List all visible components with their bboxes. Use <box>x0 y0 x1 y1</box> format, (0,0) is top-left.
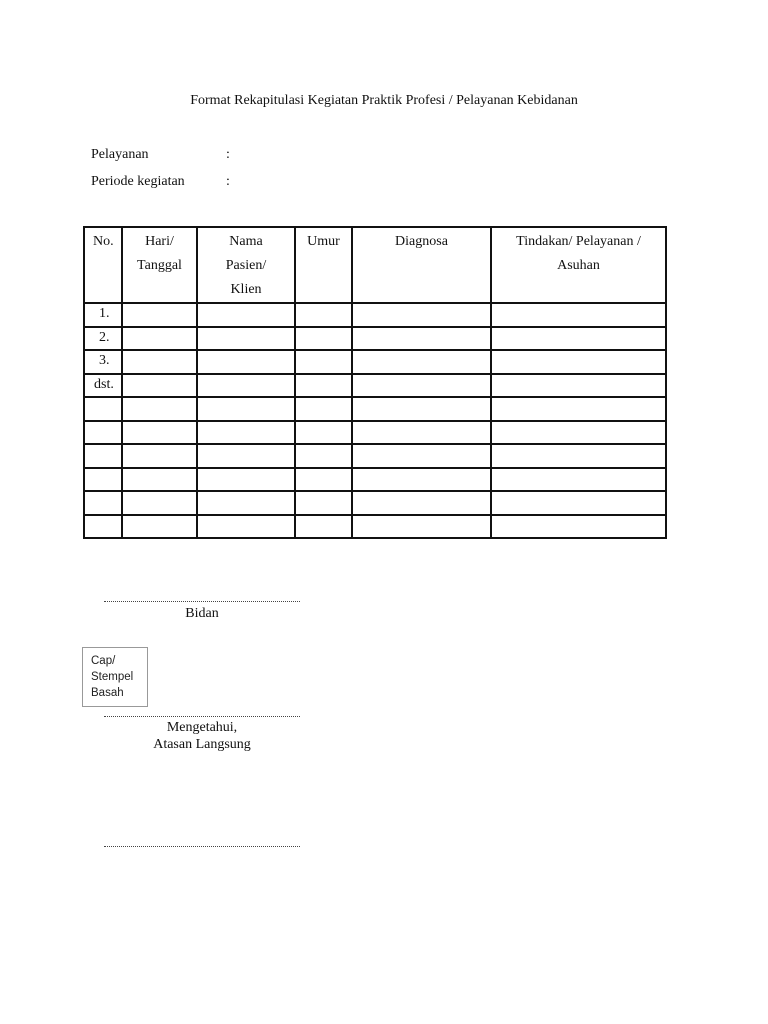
row-number-cell <box>84 397 122 421</box>
table-cell <box>352 468 491 492</box>
header-nama-line1: Nama <box>229 234 263 249</box>
table-cell <box>197 444 295 468</box>
mengetahui-label: Mengetahui, <box>166 720 238 735</box>
table-cell <box>491 421 666 445</box>
table-row <box>84 468 666 492</box>
table-cell <box>122 350 197 374</box>
table-cell <box>197 350 295 374</box>
row-number-cell <box>84 515 122 539</box>
field-label-pelayanan: Pelayanan <box>91 147 149 162</box>
table-cell <box>197 397 295 421</box>
table-cell <box>197 374 295 398</box>
table-cell <box>122 374 197 398</box>
table-header-row <box>84 227 666 303</box>
table-cell <box>352 491 491 515</box>
header-tindakan <box>491 227 666 303</box>
table-cell <box>122 397 197 421</box>
header-no: No. <box>84 227 122 303</box>
header-tindakan-line2: Asuhan <box>557 258 600 273</box>
signature-label-bidan: Bidan <box>185 606 219 621</box>
signature-line-upper <box>104 716 300 717</box>
row-number-cell: dst. <box>84 374 122 398</box>
table-cell <box>491 397 666 421</box>
table-cell <box>197 421 295 445</box>
table-cell <box>352 515 491 539</box>
recap-table <box>83 226 667 539</box>
table-cell <box>352 350 491 374</box>
table-cell <box>295 374 352 398</box>
row-number-cell: 2. <box>84 327 122 351</box>
table-cell <box>122 327 197 351</box>
table-cell <box>491 374 666 398</box>
table-cell <box>295 444 352 468</box>
header-tindakan-line1: Tindakan/ Pelayanan / <box>516 234 641 249</box>
header-umur: Umur <box>295 227 352 303</box>
table-cell <box>295 468 352 492</box>
table-cell <box>491 303 666 327</box>
table-row <box>84 350 666 374</box>
table-row <box>84 327 666 351</box>
row-number-cell: 3. <box>84 350 122 374</box>
field-colon-pelayanan: : <box>226 147 230 162</box>
table-cell <box>352 421 491 445</box>
table-cell <box>197 468 295 492</box>
table-cell <box>295 515 352 539</box>
signature-line-bidan <box>104 601 300 602</box>
row-number-cell <box>84 468 122 492</box>
table-row <box>84 303 666 327</box>
table-row <box>84 515 666 539</box>
table-cell <box>122 491 197 515</box>
table-cell <box>295 491 352 515</box>
page-title: Format Rekapitulasi Kegiatan Praktik Profesi / Pelayanan Kebidanan <box>190 93 578 108</box>
header-hari-tanggal <box>122 227 197 303</box>
table-cell <box>491 491 666 515</box>
table-row <box>84 444 666 468</box>
row-number-cell <box>84 421 122 445</box>
table-cell <box>197 515 295 539</box>
table-row <box>84 374 666 398</box>
table-row <box>84 397 666 421</box>
header-hari-line1: Hari/ <box>145 234 174 249</box>
stamp-text-line3: Basah <box>91 687 124 699</box>
table-cell <box>122 515 197 539</box>
header-nama-line2: Pasien/ <box>225 258 267 273</box>
table-cell <box>491 444 666 468</box>
stamp-box <box>82 647 148 707</box>
table-cell <box>197 491 295 515</box>
table-cell <box>122 444 197 468</box>
table-cell <box>122 303 197 327</box>
header-nama-pasien <box>197 227 295 303</box>
table-cell <box>295 303 352 327</box>
table-cell <box>295 350 352 374</box>
stamp-text-line1: Cap/ <box>91 655 116 667</box>
signature-line-atasan <box>104 846 300 847</box>
row-number-cell <box>84 444 122 468</box>
atasan-langsung-label: Atasan Langsung <box>153 737 251 752</box>
table-cell <box>295 327 352 351</box>
table-cell <box>491 350 666 374</box>
row-number-cell: 1. <box>84 303 122 327</box>
header-diagnosa: Diagnosa <box>352 227 491 303</box>
table-cell <box>122 421 197 445</box>
stamp-text-line2: Stempel <box>91 671 134 683</box>
table-cell <box>295 397 352 421</box>
header-nama-line3: Klien <box>230 282 262 297</box>
table-cell <box>491 515 666 539</box>
table-cell <box>352 327 491 351</box>
table-cell <box>352 444 491 468</box>
table-cell <box>352 303 491 327</box>
table-cell <box>197 327 295 351</box>
table-cell <box>197 303 295 327</box>
header-hari-line2: Tanggal <box>137 258 182 273</box>
table-cell <box>352 374 491 398</box>
table-cell <box>491 327 666 351</box>
table-cell <box>295 421 352 445</box>
table-row <box>84 421 666 445</box>
table-cell <box>352 397 491 421</box>
table-cell <box>491 468 666 492</box>
row-number-cell <box>84 491 122 515</box>
table-cell <box>122 468 197 492</box>
field-colon-periode: : <box>226 174 230 189</box>
field-label-periode: Periode kegiatan <box>91 174 185 189</box>
table-row <box>84 491 666 515</box>
